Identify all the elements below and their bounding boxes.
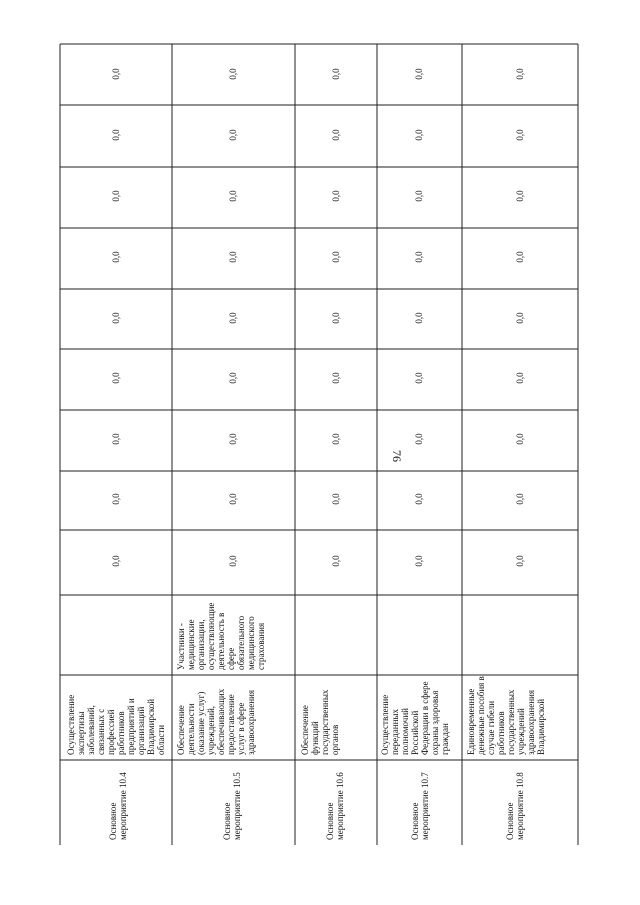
value-cell: 0,0 <box>515 493 525 505</box>
row-label: Основное мероприятие 10.8 <box>505 772 525 840</box>
value-cell: 0,0 <box>228 68 238 80</box>
value-cell: 0,0 <box>414 251 424 263</box>
value-cell: 0,0 <box>414 190 424 202</box>
value-cell: 0,0 <box>228 190 238 202</box>
value-cell: 0,0 <box>414 129 424 141</box>
value-cell: 0,0 <box>331 433 341 445</box>
row-name: Осуществление экспертизы заболеваний, связанных с профессией работников предприятий и организаций Владимирской области <box>66 694 166 755</box>
value-cell: 0,0 <box>414 68 424 80</box>
row-name: Обеспечение функций государственных органов <box>300 689 340 755</box>
value-cell: 0,0 <box>331 372 341 384</box>
value-cell: 0,0 <box>515 372 525 384</box>
value-cell: 0,0 <box>515 251 525 263</box>
row-label: Основное мероприятие 10.4 <box>108 772 128 840</box>
value-cell: 0,0 <box>111 433 121 445</box>
value-cell: 0,0 <box>331 251 341 263</box>
value-cell: 0,0 <box>515 312 525 324</box>
row-name: Обеспечение деятельности (оказание услуг) учреждений, обеспечивающих предоставление услуг в сфере здравоохранения <box>176 688 256 755</box>
value-cell: 0,0 <box>228 555 238 567</box>
value-cell: 0,0 <box>111 493 121 505</box>
row-name: Осуществление переданных полномочий Российской Федерации в сфере охраны здоровья граждан <box>380 681 450 755</box>
value-cell: 0,0 <box>331 68 341 80</box>
page-number: 76 <box>390 450 404 462</box>
value-cell: 0,0 <box>515 555 525 567</box>
value-cell: 0,0 <box>228 433 238 445</box>
value-cell: 0,0 <box>414 433 424 445</box>
value-cell: 0,0 <box>414 493 424 505</box>
value-cell: 0,0 <box>331 312 341 324</box>
value-cell: 0,0 <box>515 190 525 202</box>
value-cell: 0,0 <box>228 129 238 141</box>
value-cell: 0,0 <box>228 493 238 505</box>
value-cell: 0,0 <box>331 493 341 505</box>
row-label: Основное мероприятие 10.5 <box>222 772 242 840</box>
value-cell: 0,0 <box>331 555 341 567</box>
value-cell: 0,0 <box>111 129 121 141</box>
value-cell: 0,0 <box>515 68 525 80</box>
value-cell: 0,0 <box>414 372 424 384</box>
value-cell: 0,0 <box>515 129 525 141</box>
value-cell: 0,0 <box>331 129 341 141</box>
value-cell: 0,0 <box>228 312 238 324</box>
row-label: Основное мероприятие 10.6 <box>325 772 345 840</box>
row-participants: Участники - медицинские организации, осуществляющие деятельность в сфере обязательного медицинского страхования <box>176 602 266 670</box>
value-cell: 0,0 <box>515 433 525 445</box>
value-cell: 0,0 <box>228 251 238 263</box>
value-cell: 0,0 <box>414 312 424 324</box>
value-cell: 0,0 <box>111 312 121 324</box>
value-cell: 0,0 <box>111 555 121 567</box>
value-cell: 0,0 <box>111 68 121 80</box>
value-cell: 0,0 <box>331 190 341 202</box>
value-cell: 0,0 <box>228 372 238 384</box>
value-cell: 0,0 <box>111 372 121 384</box>
row-name: Единовременные денежные пособия в случае гибели работников государственных учреждений здравоохранения Владимирской <box>466 676 546 755</box>
value-cell: 0,0 <box>414 555 424 567</box>
value-cell: 0,0 <box>111 251 121 263</box>
value-cell: 0,0 <box>111 190 121 202</box>
row-label: Основное мероприятие 10.7 <box>410 772 430 840</box>
